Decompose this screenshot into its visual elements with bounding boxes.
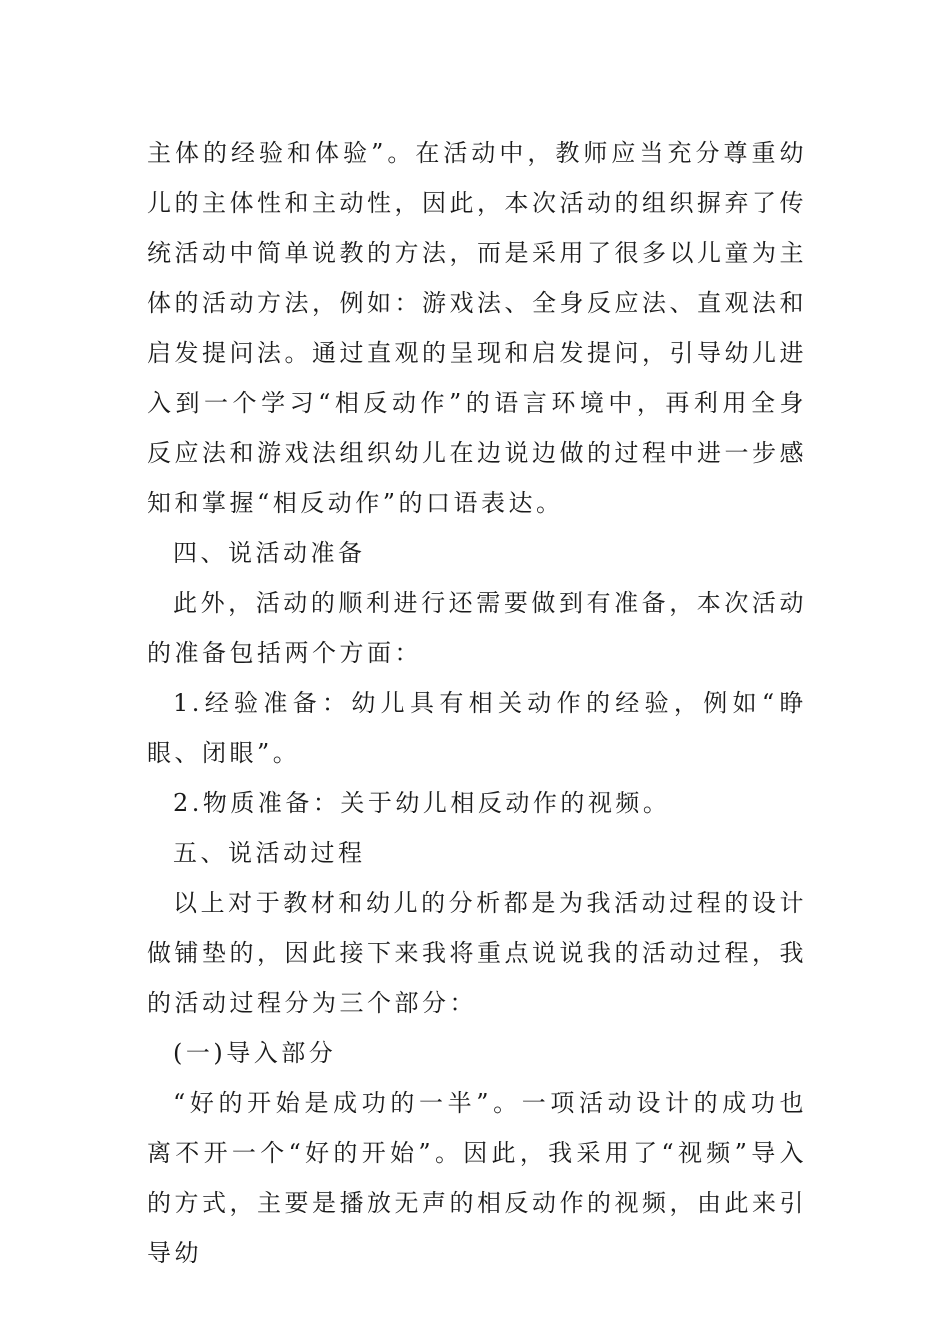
paragraph-introduction-part: “好的开始是成功的一半”。一项活动设计的成功也离不开一个“好的开始”。因此，我采用了“视频”导入的方式，主要是播放无声的相反动作的视频，由此来引导幼 <box>147 1089 807 1267</box>
paragraph-process-intro: 以上对于教材和幼儿的分析都是为我活动过程的设计做铺垫的，因此接下来我将重点说说我的活动过程，我的活动过程分为三个部分： <box>147 889 807 1017</box>
subheading-introduction-part: (一)导入部分 <box>173 1039 337 1067</box>
list-item-material-preparation: 2.物质准备：关于幼儿相反动作的视频。 <box>173 789 671 817</box>
heading-activity-preparation: 四、说活动准备 <box>173 539 366 567</box>
paragraph-teaching-methods: 主体的经验和体验”。在活动中，教师应当充分尊重幼儿的主体性和主动性，因此，本次活动的组织摒弃了传统活动中简单说教的方法，而是采用了很多以儿童为主体的活动方法，例如：游戏法、全身反应法、直观法和启发提问法。通过直观的呈现和启发提问，引导幼儿进入到一个学习“相反动作”的语言环境中，再利用全身反应法和游戏法组织幼儿在边说边做的过程中进一步感知和掌握“相反动作”的口语表达。 <box>147 139 807 517</box>
document-body <box>147 128 807 1278</box>
list-item-experience-preparation: 1.经验准备：幼儿具有相关动作的经验，例如“睁眼、闭眼”。 <box>147 689 807 767</box>
heading-activity-process: 五、说活动过程 <box>173 839 366 867</box>
paragraph-preparation-intro: 此外，活动的顺利进行还需要做到有准备，本次活动的准备包括两个方面： <box>147 589 807 667</box>
